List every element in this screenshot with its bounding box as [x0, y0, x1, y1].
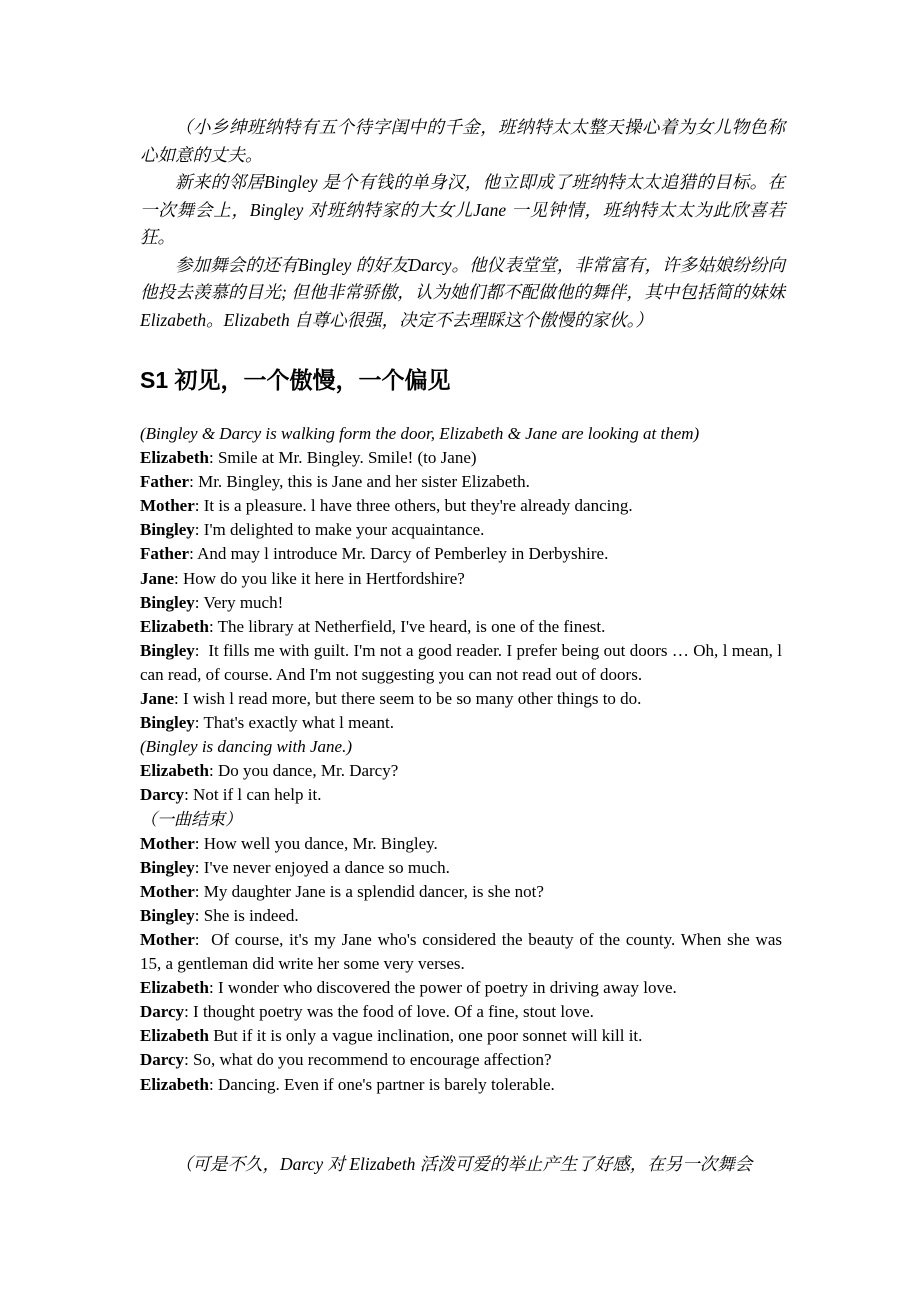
dialogue-line: [140, 470, 782, 494]
speaker-separator: :: [174, 568, 183, 588]
line-text: So, what do you recommend to encourage affection?: [193, 1050, 552, 1070]
line-text: And may l introduce Mr. Darcy of Pemberley in Derbyshire.: [197, 544, 609, 564]
speaker-name: Father: [140, 472, 190, 492]
speaker-separator: :: [194, 905, 204, 925]
dialogue-line: [140, 928, 782, 976]
outro-narration: （可是不久，Darcy 对 Elizabeth 活泼可爱的举止产生了好感，在另一次舞会: [175, 1154, 753, 1174]
speaker-separator: :: [208, 761, 218, 781]
speaker-separator: :: [194, 833, 204, 853]
speaker-name: Darcy: [140, 1050, 185, 1070]
speaker-name: Bingley: [140, 857, 195, 877]
speaker-separator: :: [194, 881, 204, 901]
line-text: Of course, it's my Jane who's considered the beauty of the county. When she was 15, a gentleman did write her some very verses.: [140, 929, 782, 974]
speaker-separator: :: [184, 1002, 194, 1022]
stage-direction: [140, 808, 782, 832]
speaker-name: Jane: [140, 689, 174, 709]
speaker-separator: :: [194, 520, 204, 540]
line-text: I'm delighted to make your acquaintance.: [203, 520, 485, 540]
speaker-separator: :: [194, 640, 209, 660]
line-text: I wish l read more, but there seem to be so many other things to do.: [182, 689, 642, 709]
speaker-name: Jane: [140, 568, 174, 588]
dialogue-line: [140, 856, 782, 880]
speaker-name: Mother: [140, 929, 195, 949]
speaker-separator: :: [174, 689, 183, 709]
speaker-separator: :: [208, 978, 218, 998]
speaker-separator: :: [194, 713, 204, 733]
dialogue-line: [140, 976, 782, 1000]
intro-paragraph: 参加舞会的还有Bingley 的好友Darcy。他仪表堂堂，非常富有，许多姑娘纷纷向他投去羡慕的目光; 但他非常骄傲，认为她们都不配做他的舞伴，其中包括简的妹妹Elizabeth。Elizabeth 自尊心很强，决定不去理睬这个傲慢的家伙。）: [140, 254, 785, 330]
stage-direction: [140, 735, 782, 759]
speaker-name: Darcy: [140, 785, 185, 805]
dialogue-line: [140, 880, 782, 904]
intro-narration: [140, 114, 785, 334]
speaker-name: Darcy: [140, 1002, 185, 1022]
speaker-name: Elizabeth: [140, 978, 209, 998]
dialogue-line: [140, 591, 782, 615]
line-text: The library at Netherfield, I've heard, is one of the finest.: [217, 616, 606, 636]
intro-paragraph: 新来的邻居Bingley 是个有钱的单身汉，他立即成了班纳特太太追猎的目标。在一次舞会上，Bingley 对班纳特家的大女儿Jane 一见钟情，班纳特太太为此欣喜若狂。: [140, 172, 785, 247]
dialogue-line: [140, 1048, 782, 1072]
line-text: But if it is only a vague inclination, one poor sonnet will kill it.: [213, 1026, 643, 1046]
line-text: It fills me with guilt. I'm not a good reader. I prefer being out doors … Oh, l mean, l can read, of course. And I'm not suggesting you can not read out of doors.: [140, 640, 782, 684]
dialogue-line: [140, 904, 782, 928]
dialogue-line: [140, 1024, 782, 1048]
dialogue-line: [140, 542, 782, 566]
speaker-name: Bingley: [140, 640, 195, 660]
line-text: (Bingley is dancing with Jane.): [140, 737, 352, 757]
speaker-name: Mother: [140, 833, 195, 853]
speaker-name: Elizabeth: [140, 1026, 209, 1046]
speaker-name: Bingley: [140, 520, 195, 540]
speaker-name: Bingley: [140, 713, 195, 733]
speaker-separator: :: [184, 1050, 194, 1070]
line-text: I've never enjoyed a dance so much.: [203, 857, 450, 877]
speaker-separator: :: [184, 785, 194, 805]
dialogue-line: [140, 1073, 782, 1097]
dialogue-line: [140, 687, 782, 711]
dialogue-line: [140, 783, 782, 807]
speaker-separator: :: [194, 496, 204, 516]
line-text: It is a pleasure. l have three others, but they're already dancing.: [203, 496, 633, 516]
stage-direction: [140, 422, 782, 446]
speaker-separator: :: [189, 544, 198, 564]
dialogue-line: [140, 518, 782, 542]
line-text: Not if l can help it.: [193, 785, 322, 805]
speaker-separator: :: [194, 857, 204, 877]
dialogue-line: [140, 446, 782, 470]
speaker-name: Father: [140, 544, 190, 564]
dialogue-line: [140, 1000, 782, 1024]
speaker-name: Elizabeth: [140, 1074, 209, 1094]
line-text: She is indeed.: [203, 905, 299, 925]
speaker-separator: :: [208, 448, 218, 468]
speaker-separator: :: [194, 592, 204, 612]
dialogue-line: [140, 567, 782, 591]
dialogue-line: [140, 759, 782, 783]
dialogue-line: [140, 832, 782, 856]
line-text: How well you dance, Mr. Bingley.: [203, 833, 438, 853]
speaker-name: Mother: [140, 496, 195, 516]
line-text: My daughter Jane is a splendid dancer, is she not?: [203, 881, 544, 901]
speaker-name: Bingley: [140, 592, 195, 612]
dialogue: [140, 422, 782, 1097]
speaker-separator: :: [208, 1074, 218, 1094]
line-text: How do you like it here in Hertfordshire?: [182, 568, 465, 588]
line-text: I thought poetry was the food of love. Of a fine, stout love.: [193, 1002, 594, 1022]
dialogue-line: [140, 639, 782, 687]
dialogue-line: [140, 711, 782, 735]
speaker-name: Elizabeth: [140, 448, 209, 468]
scene-heading: S1 初见，一个傲慢，一个偏见: [140, 367, 451, 393]
speaker-separator: :: [189, 472, 199, 492]
speaker-name: Mother: [140, 881, 195, 901]
line-text: Dancing. Even if one's partner is barely tolerable.: [217, 1074, 555, 1094]
speaker-separator: :: [194, 929, 212, 949]
line-text: I wonder who discovered the power of poetry in driving away love.: [217, 978, 677, 998]
line-text: Smile at Mr. Bingley. Smile! (to Jane): [217, 448, 477, 468]
dialogue-line: [140, 615, 782, 639]
speaker-separator: :: [208, 616, 218, 636]
intro-paragraph: （小乡绅班纳特有五个待字闺中的千金，班纳特太太整天操心着为女儿物色称心如意的丈夫。: [140, 117, 785, 165]
line-text: That's exactly what l meant.: [203, 713, 394, 733]
line-text: (Bingley & Darcy is walking form the door, Elizabeth & Jane are looking at them): [140, 424, 700, 443]
speaker-name: Elizabeth: [140, 761, 209, 781]
line-text: Mr. Bingley, this is Jane and her sister Elizabeth.: [198, 472, 530, 492]
line-text: Very much!: [203, 592, 284, 612]
dialogue-line: [140, 494, 782, 518]
line-text: （一曲结束）: [140, 809, 242, 829]
speaker-name: Bingley: [140, 905, 195, 925]
line-text: Do you dance, Mr. Darcy?: [217, 761, 399, 781]
speaker-name: Elizabeth: [140, 616, 209, 636]
